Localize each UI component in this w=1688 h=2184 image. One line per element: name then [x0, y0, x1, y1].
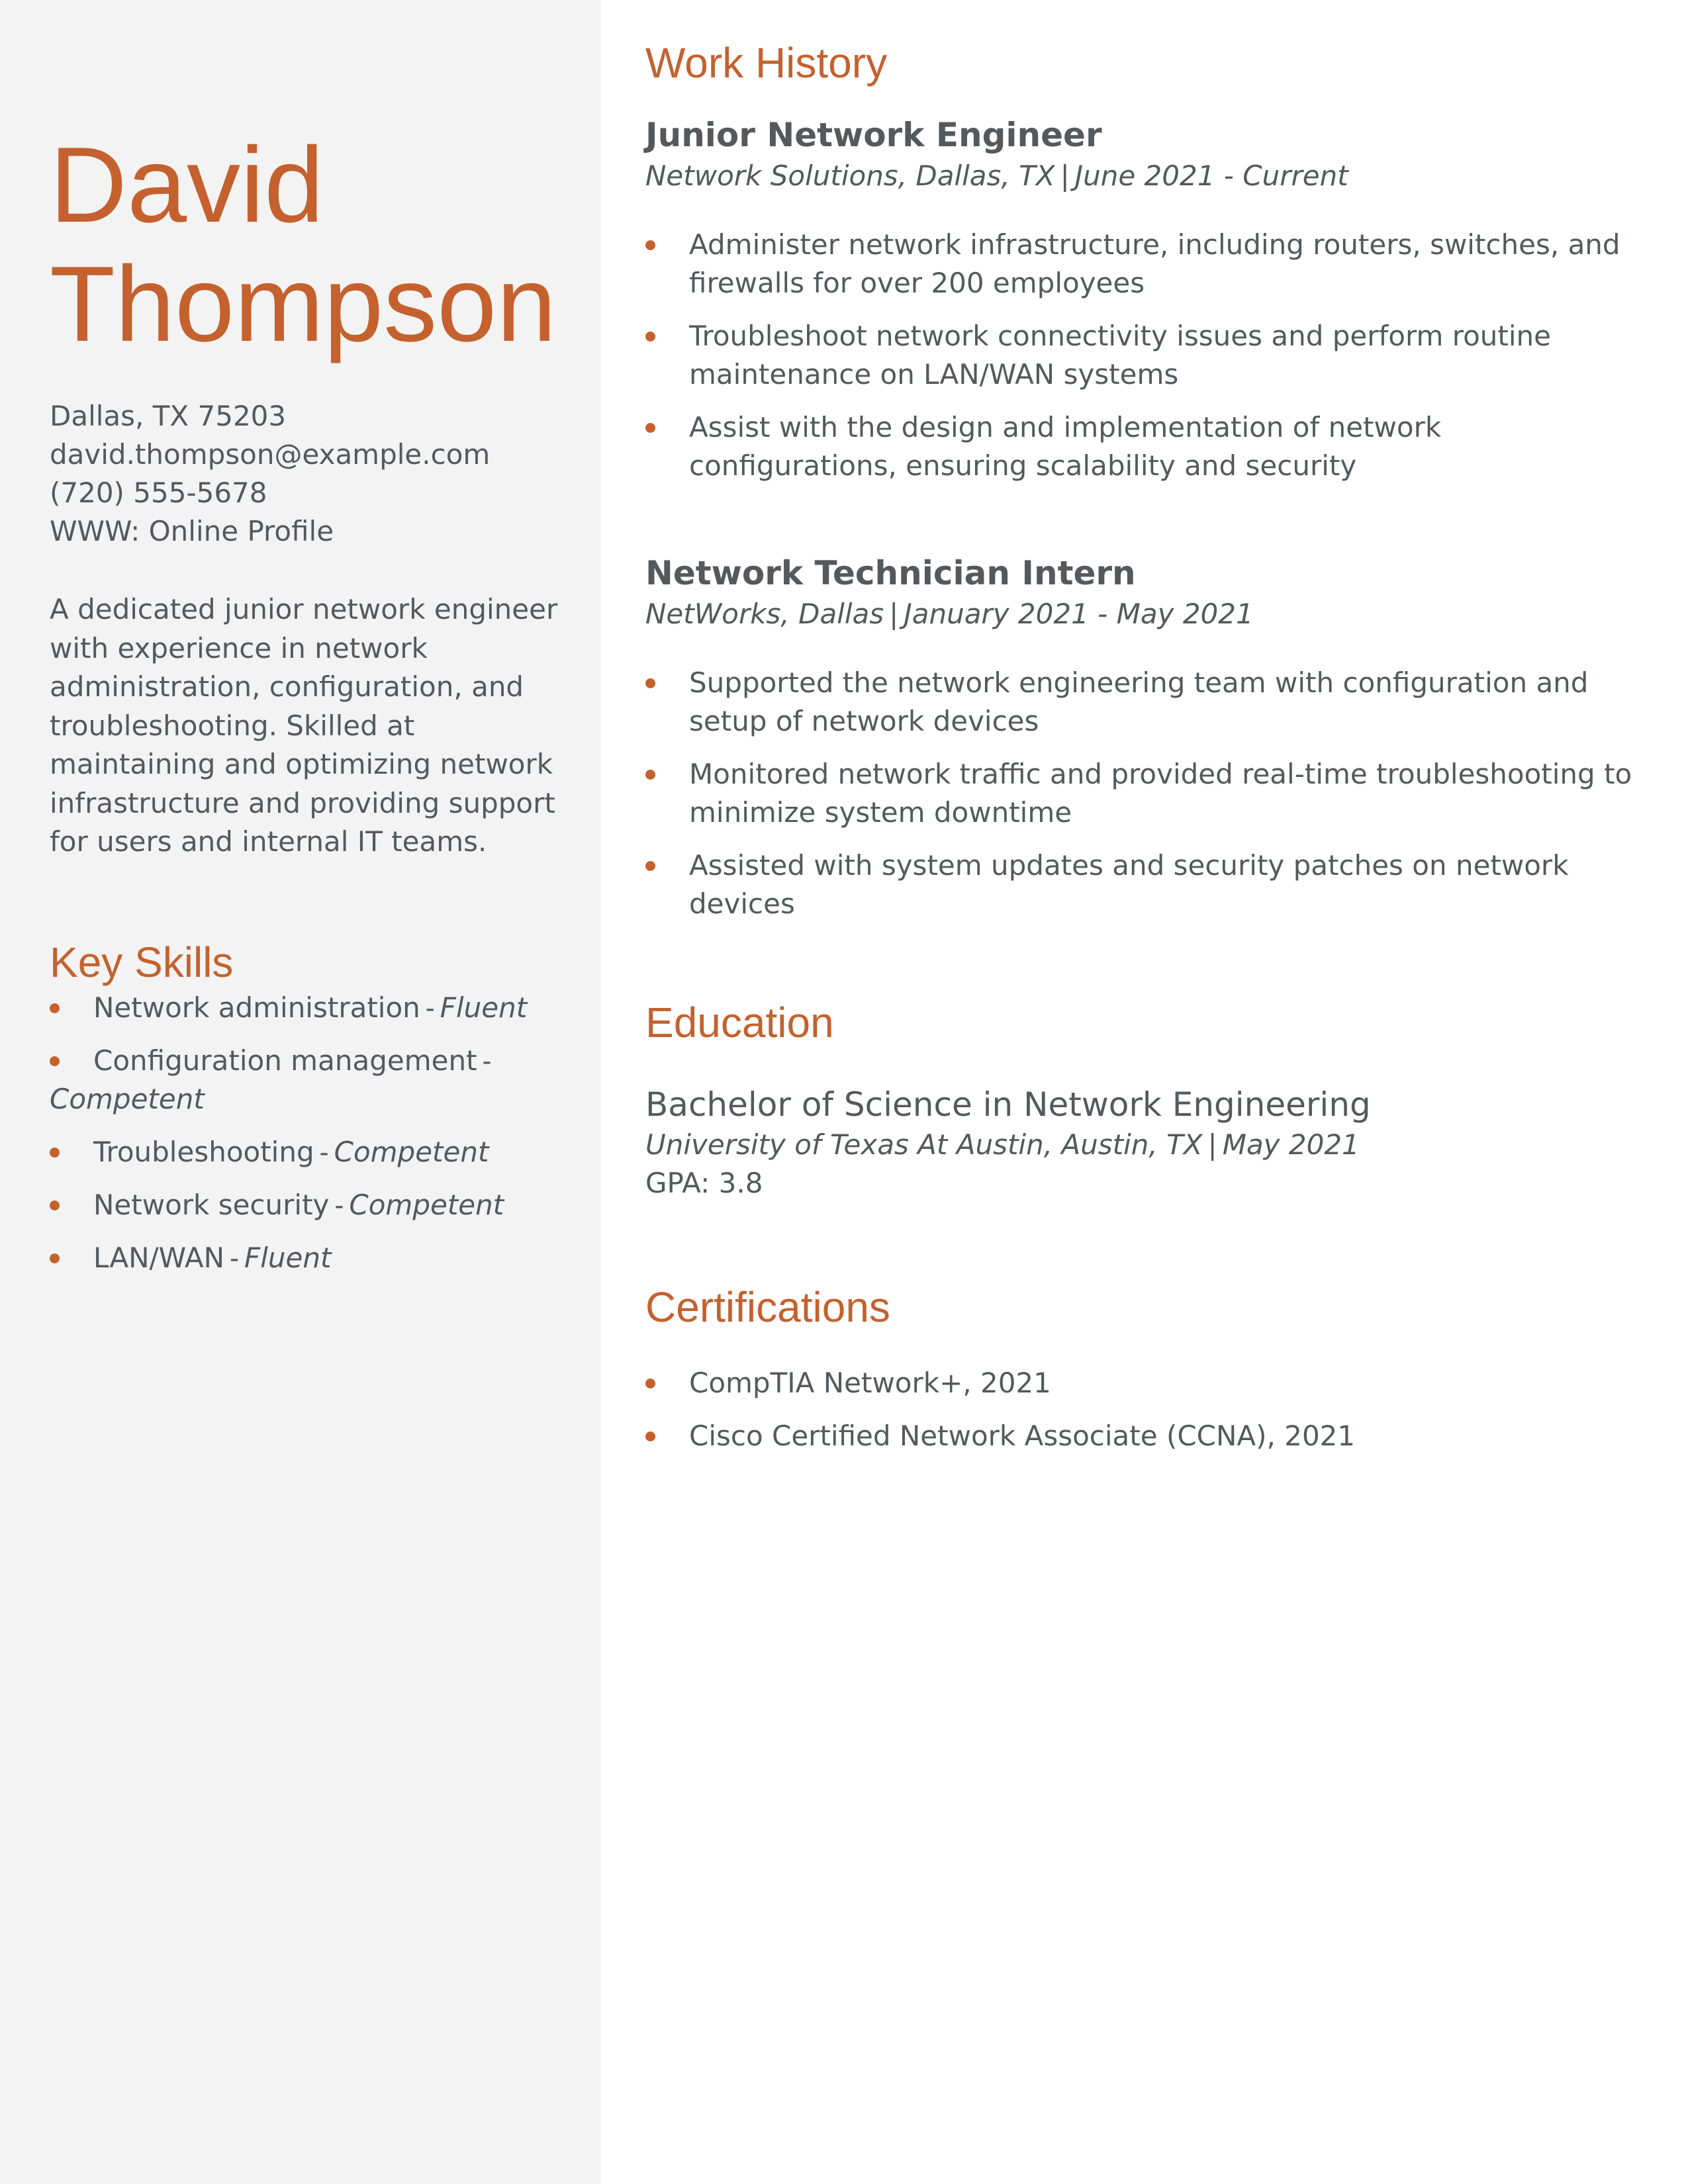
skill-separator: -: [482, 1044, 492, 1076]
bullet-dot-icon: [50, 1201, 60, 1210]
job-duties: [645, 226, 1638, 485]
bullet-dot-icon: [50, 1056, 60, 1066]
skill-name: Troubleshooting: [93, 1135, 314, 1168]
meta-separator: |: [1060, 159, 1070, 192]
skill-name: Network administration: [93, 991, 420, 1024]
skill-separator: -: [319, 1136, 329, 1167]
duty-item: [645, 226, 1638, 302]
job-dates: January 2021 - May 2021: [904, 598, 1254, 630]
last-name: Thompson: [50, 244, 557, 364]
skill-separator: -: [334, 1189, 344, 1220]
gpa: GPA: 3.8: [645, 1167, 763, 1199]
education-meta: [645, 1126, 1638, 1164]
skill-name: Configuration management: [93, 1044, 477, 1077]
bullet-dot-icon: [645, 423, 655, 433]
main-content: [645, 36, 1638, 1470]
duty-item: [645, 664, 1638, 741]
duty-item: [645, 846, 1638, 923]
certification-item: [645, 1417, 1638, 1455]
duty-text: Troubleshoot network connectivity issues and perform routine maintenance on LAN/WAN systems: [689, 320, 1552, 390]
meta-separator: |: [1207, 1128, 1217, 1161]
certifications-list: [645, 1364, 1638, 1455]
certifications-heading: Certifications: [645, 1283, 890, 1331]
skill-name: Network security: [93, 1188, 330, 1221]
bullet-dot-icon: [645, 770, 655, 780]
certification-text: CompTIA Network+, 2021: [689, 1367, 1051, 1399]
degree: Bachelor of Science in Network Engineering: [645, 1085, 1371, 1124]
duty-text: Assisted with system updates and security patches on network devices: [689, 849, 1569, 920]
job-duties: [645, 664, 1638, 923]
skill-level: Competent: [349, 1188, 504, 1221]
skill-level: Competent: [50, 1082, 205, 1115]
email[interactable]: david.thompson@example.com: [50, 438, 491, 471]
duty-text: Assist with the design and implementation of network configurations, ensuring scalability and security: [689, 411, 1442, 482]
website-link[interactable]: WWW: Online Profile: [50, 515, 334, 547]
education-heading: Education: [645, 999, 834, 1046]
work-history-heading: Work History: [645, 39, 888, 87]
job-meta: [645, 157, 1638, 195]
certification-item: [645, 1364, 1638, 1402]
duty-item: [645, 317, 1638, 394]
skill-name: LAN/WAN: [93, 1241, 225, 1274]
bullet-dot-icon: [50, 1003, 60, 1013]
skills-list: [50, 989, 559, 1277]
contact-info: [50, 397, 559, 551]
phone: (720) 555-5678: [50, 477, 267, 509]
skill-item: [50, 989, 559, 1027]
duty-item: [645, 755, 1638, 832]
bullet-dot-icon: [645, 332, 655, 341]
job-title: Junior Network Engineer: [645, 116, 1102, 154]
bullet-dot-icon: [645, 861, 655, 871]
skill-item: [50, 1042, 559, 1118]
job-dates: June 2021 - Current: [1074, 159, 1348, 192]
skill-level: Competent: [334, 1135, 489, 1168]
skill-item: [50, 1239, 559, 1277]
bullet-dot-icon: [645, 1379, 655, 1388]
bullet-dot-icon: [645, 240, 655, 250]
skill-item: [50, 1133, 559, 1171]
graduation-date: May 2021: [1222, 1128, 1360, 1161]
skill-separator: -: [230, 1242, 240, 1273]
location: Dallas, TX 75203: [50, 400, 287, 432]
skill-separator: -: [425, 991, 435, 1023]
candidate-name: [50, 126, 559, 364]
job-meta: [645, 595, 1638, 633]
meta-separator: |: [889, 598, 899, 630]
bullet-dot-icon: [645, 1432, 655, 1441]
sidebar: [0, 0, 601, 2184]
job-entry: [645, 113, 1638, 485]
school: University of Texas At Austin, Austin, TX: [645, 1128, 1203, 1161]
job-company: Network Solutions, Dallas, TX: [645, 159, 1055, 192]
skill-level: Fluent: [244, 1241, 332, 1274]
duty-text: Monitored network traffic and provided real-time troubleshooting to minimize system downtime: [689, 758, 1632, 829]
skill-level: Fluent: [440, 991, 528, 1024]
bullet-dot-icon: [50, 1253, 60, 1263]
job-entry: [645, 551, 1638, 923]
skills-heading: Key Skills: [50, 938, 234, 986]
sidebar-content: [50, 126, 559, 1292]
certification-text: Cisco Certified Network Associate (CCNA), 2021: [689, 1420, 1356, 1452]
duty-item: [645, 408, 1638, 485]
bullet-dot-icon: [50, 1148, 60, 1158]
job-title: Network Technician Intern: [645, 554, 1136, 592]
duty-text: Supported the network engineering team with configuration and setup of network devices: [689, 666, 1589, 737]
bullet-dot-icon: [645, 678, 655, 688]
skill-item: [50, 1186, 559, 1224]
job-company: NetWorks, Dallas: [645, 598, 884, 630]
first-name: David: [50, 125, 324, 245]
duty-text: Administer network infrastructure, including routers, switches, and firewalls for over 200 employees: [689, 228, 1620, 299]
professional-summary: A dedicated junior network engineer with experience in network administration, configuration, and troubleshooting. Skilled at maintaining and optimizing network infrastructure and providing support for users and internal IT teams.: [50, 593, 558, 858]
